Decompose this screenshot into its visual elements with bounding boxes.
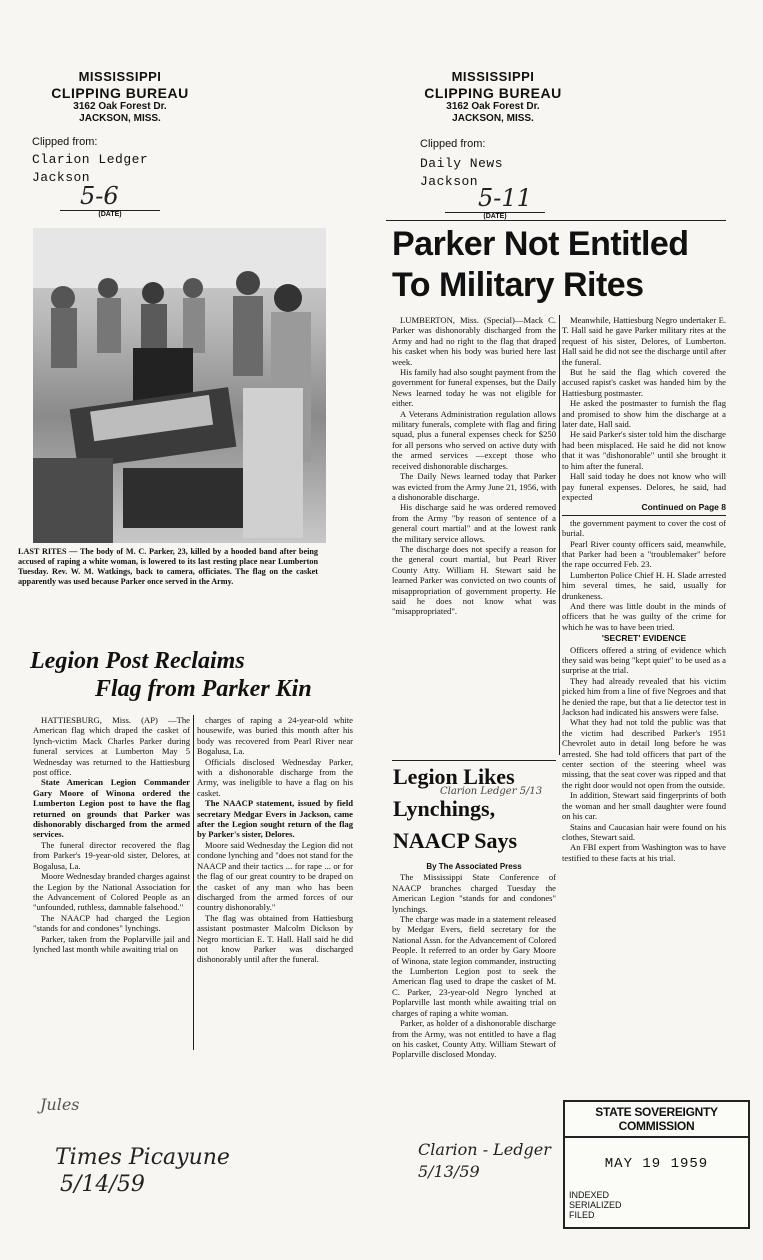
legion-column-2 bbox=[197, 715, 353, 965]
bureau-city: JACKSON, MISS. bbox=[79, 112, 161, 124]
naacp-byline: By The Associated Press bbox=[426, 862, 522, 871]
paragraph: Hall said today he does not know who will pay funeral expenses. Delores, he said, had expected bbox=[562, 471, 726, 502]
sovereignty-commission-stamp bbox=[563, 1100, 750, 1229]
bureau-city: JACKSON, MISS. bbox=[452, 112, 534, 124]
right-date-label: (DATE) bbox=[445, 212, 545, 220]
caption-text: — The body of M. C. Parker, 23, killed by a hooded band after being accused of raping a white woman, is lowered to its last resting place near Lumberton Tuesday. Rev. W. M. Watkings, back to camera, officiates. The flag on the casket apparently was used because Parker once served in the Army. bbox=[18, 547, 318, 586]
caption-lead: LAST RITES bbox=[18, 547, 67, 556]
paragraph: Officials disclosed Wednesday Parker, with a dishonorable discharge from the Army, was ineligible to have a flag on his casket. bbox=[197, 756, 353, 798]
paragraph: Parker, as holder of a dishonorable discharge from the Army, was not entitled to have a flag on his casket, County Atty. William Stewart of Poplarville disclosed Monday. bbox=[392, 1018, 556, 1060]
bureau-name: MISSISSIPPI bbox=[78, 69, 162, 84]
paragraph: The flag was obtained from Hattiesburg assistant postmaster Malcolm Dickson by Negro mortician E. T. Hall. Hall said he did not know Parker was discharged dishonorably until after the funeral. bbox=[197, 912, 353, 965]
left-date-handwritten: 5-6 bbox=[80, 182, 119, 210]
left-paper-city: Jackson bbox=[32, 170, 91, 185]
paragraph: Moore said Wednesday the Legion did not condone lynching and "does not stand for the NAACP and their tactics ... for rape ... or for the flag of our great country to be draped on the casket of any man who has been discharged from the armed forces of our country dishonorably." bbox=[197, 839, 353, 913]
secret-evidence-subhead: 'SECRET' EVIDENCE bbox=[601, 633, 687, 644]
paragraph: The NAACP had charged the Legion "stands for and condones" lynchings. bbox=[33, 912, 190, 934]
legion-column-1 bbox=[33, 715, 190, 954]
legion-headline-2: Flag from Parker Kin bbox=[95, 676, 312, 702]
times-picayune-note: Times Picayune bbox=[55, 1145, 230, 1170]
stamp-indexed: INDEXED bbox=[569, 1190, 610, 1200]
paragraph: But he said the flag which covered the accused rapist's casket was handed him by the Hattiesburg postmaster. bbox=[562, 367, 726, 398]
right-paper-name: Daily News bbox=[420, 156, 504, 171]
paragraph: What they had not told the public was that the victim had described Parker's 1951 Chevrolet auto in detail long before he was arrested. She had told officers that part of the center section of the steering wheel was missing, that the seat cover was ripped and that the right door would not open from the outside. bbox=[562, 717, 726, 790]
paragraph: The Daily News learned today that Parker was evicted from the Army June 21, 1956, with a dishonorable discharge. bbox=[392, 471, 556, 502]
naacp-headline-2: Lynchings, bbox=[393, 796, 496, 821]
naacp-headline-1: Legion Likes bbox=[393, 764, 515, 789]
paragraph: They had already revealed that his victim picked him from a line of five Negroes and that he denied the rape, but that a lie detector test in Jackson had indicated his answers were false. bbox=[562, 675, 726, 718]
naacp-box-top bbox=[392, 760, 556, 761]
paragraph: The discharge does not specify a reason for the general court martial, but Pearl River County Atty. William H. Stewart said he learned Parker was convicted on two counts of misappropriation of government property. He said he does not know what was "misappropriated". bbox=[392, 543, 556, 617]
right-clipping-header bbox=[413, 70, 573, 124]
parker-article-frame bbox=[386, 220, 726, 221]
stamp-date: MAY 19 1959 bbox=[604, 1156, 709, 1172]
parker-headline-1: Parker Not Entitled bbox=[392, 225, 689, 263]
column-rule bbox=[559, 315, 560, 755]
paragraph: Stains and Caucasian hair were found on his clothes, Stewart said. bbox=[562, 821, 726, 842]
paragraph: And there was little doubt in the minds of officers that he was guilty of the crime for which he was to have been tried. bbox=[562, 600, 726, 632]
times-picayune-date: 5/14/59 bbox=[60, 1172, 145, 1197]
divider bbox=[562, 515, 726, 516]
right-clipped-from: Clipped from: bbox=[420, 138, 486, 150]
paragraph: Moore Wednesday branded charges against the Legion by the National Association for the Advancement of Colored People as an "unfounded, ruthless, damnable falsehood." bbox=[33, 871, 190, 913]
paragraph: Parker, taken from the Poplarville jail and lynched last month while awaiting trial on bbox=[33, 933, 190, 954]
funeral-photo bbox=[33, 228, 326, 543]
naacp-column bbox=[392, 862, 556, 1060]
paragraph: The funeral director recovered the flag from Parker's 19-year-old sister, Delores, at Bogalusa, La. bbox=[33, 839, 190, 871]
legion-headline-1: Legion Post Reclaims bbox=[30, 648, 245, 674]
paragraph: The Mississippi State Conference of NAACP branches charged Tuesday the American Legion "stands for and condones" lynchings. bbox=[392, 872, 556, 914]
paragraph: HATTIESBURG, Miss. (AP) —The American flag which draped the casket of lynch-victim Mack Charles Parker during funeral services at Lumberton May 5 Wednesday was returned to the Hattiesburg post office. bbox=[33, 715, 190, 778]
bureau-name: MISSISSIPPI bbox=[451, 69, 535, 84]
margin-scrawl: Jules bbox=[40, 1095, 80, 1114]
paragraph: His family had also sought payment from the government for funeral expenses, but the Daily News learned today he was not eligible for either. bbox=[392, 367, 556, 409]
paragraph: Meanwhile, Hattiesburg Negro undertaker E. T. Hall said he gave Parker military rites at the request of his sister, Delores, of Lumberton. Hall said he did not see the discharge until after the funeral. bbox=[562, 315, 726, 367]
paragraph: A Veterans Administration regulation allows military funerals, complete with flag and firing squad, plus a funeral expenses check for $250 for all persons who served on active duty with the armed services —except those who received dishonorable discharges. bbox=[392, 408, 556, 471]
stamp-title: STATE SOVEREIGNTY COMMISSION bbox=[565, 1102, 748, 1138]
paragraph: Officers offered a string of evidence which they said was being "kept quiet" to be used as a surprise at the trial. bbox=[562, 644, 726, 676]
paragraph: The charge was made in a statement released by Medgar Evers, field secretary for the National Assn. for the Advancement of Colored People. It referred to an order by Gary Moore of Winona, state legion commander, instructing the Lumberton Legion post to seek the American flag used to drape the casket of M. C. Parker, 23-year-old Negro lynched at Poplarville last month while awaiting trial on charges of raping a white woman. bbox=[392, 914, 556, 1018]
bureau-address: 3162 Oak Forest Dr. bbox=[446, 101, 540, 113]
paragraph: In addition, Stewart said fingerprints of both the woman and her small daughter were found on his car. bbox=[562, 790, 726, 822]
parker-headline-2: To Military Rites bbox=[392, 266, 644, 304]
stamp-filed: FILED bbox=[569, 1210, 595, 1220]
paragraph: His discharge said he was ordered removed from the Army "by reason of sentence of a general court martial" and at the lowest rank the military service allows. bbox=[392, 502, 556, 544]
clarion-ledger-date: 5/13/59 bbox=[418, 1162, 480, 1181]
paragraph: the government payment to cover the cost of burial. bbox=[562, 517, 726, 539]
paragraph: Lumberton Police Chief H. H. Slade arrested him several times, he said, usually for drunkeness. bbox=[562, 569, 726, 601]
paragraph: He asked the postmaster to furnish the flag and promised to show him the discharge at a later date, Hall said. bbox=[562, 398, 726, 430]
photo-caption bbox=[18, 547, 318, 587]
paragraph: He said Parker's sister told him the discharge had been misplaced. He said he did not know that it was "dishonorable" until she brought it to him after the funeral. bbox=[562, 429, 726, 471]
paragraph: charges of raping a 24-year-old white housewife, was buried this month after his body was recovered from Pearl River near Bogalusa, La. bbox=[197, 715, 353, 757]
paragraph: LUMBERTON, Miss. (Special)—Mack C. Parker was dishonorably discharged from the Army and had no right to the flag that draped his casket when his body was buried here last week. bbox=[392, 315, 556, 367]
parker-column-1 bbox=[392, 315, 556, 617]
clarion-ledger-note: Clarion - Ledger bbox=[418, 1140, 551, 1159]
right-date-handwritten: 5-11 bbox=[478, 184, 532, 212]
paragraph: An FBI expert from Washington was to have testified to these facts at his trial. bbox=[562, 842, 726, 863]
right-paper-city: Jackson bbox=[420, 174, 479, 189]
bureau-name-2: CLIPPING BUREAU bbox=[51, 84, 189, 101]
left-date-label: (DATE) bbox=[60, 210, 160, 218]
naacp-hand-note: Clarion Ledger 5/13 bbox=[440, 786, 543, 797]
bureau-address: 3162 Oak Forest Dr. bbox=[73, 101, 167, 113]
stamp-serialized: SERIALIZED bbox=[569, 1200, 622, 1210]
left-paper-name: Clarion Ledger bbox=[32, 152, 149, 167]
paragraph: State American Legion Commander Gary Moore of Winona ordered the Lumberton Legion post to have the flag returned on grounds that Parker was dishonorably discharged from the armed services. bbox=[33, 777, 190, 840]
bureau-name-2: CLIPPING BUREAU bbox=[424, 84, 562, 101]
paragraph: Pearl River county officers said, meanwhile, that Parker had been a "troublemaker" before the rape occurred Feb. 23. bbox=[562, 538, 726, 570]
left-clipped-from: Clipped from: bbox=[32, 136, 98, 148]
column-rule bbox=[193, 715, 194, 1050]
funeral-photo-drawing bbox=[33, 228, 326, 543]
naacp-headline-3: NAACP Says bbox=[393, 828, 518, 853]
continued-note: Continued on Page 8 bbox=[641, 502, 726, 513]
parker-column-2 bbox=[562, 315, 726, 863]
paragraph: The NAACP statement, issued by field secretary Medgar Evers in Jackson, came after the Legion sought return of the flag by Parker's sister, Delores. bbox=[197, 798, 353, 840]
left-clipping-header bbox=[40, 70, 200, 124]
